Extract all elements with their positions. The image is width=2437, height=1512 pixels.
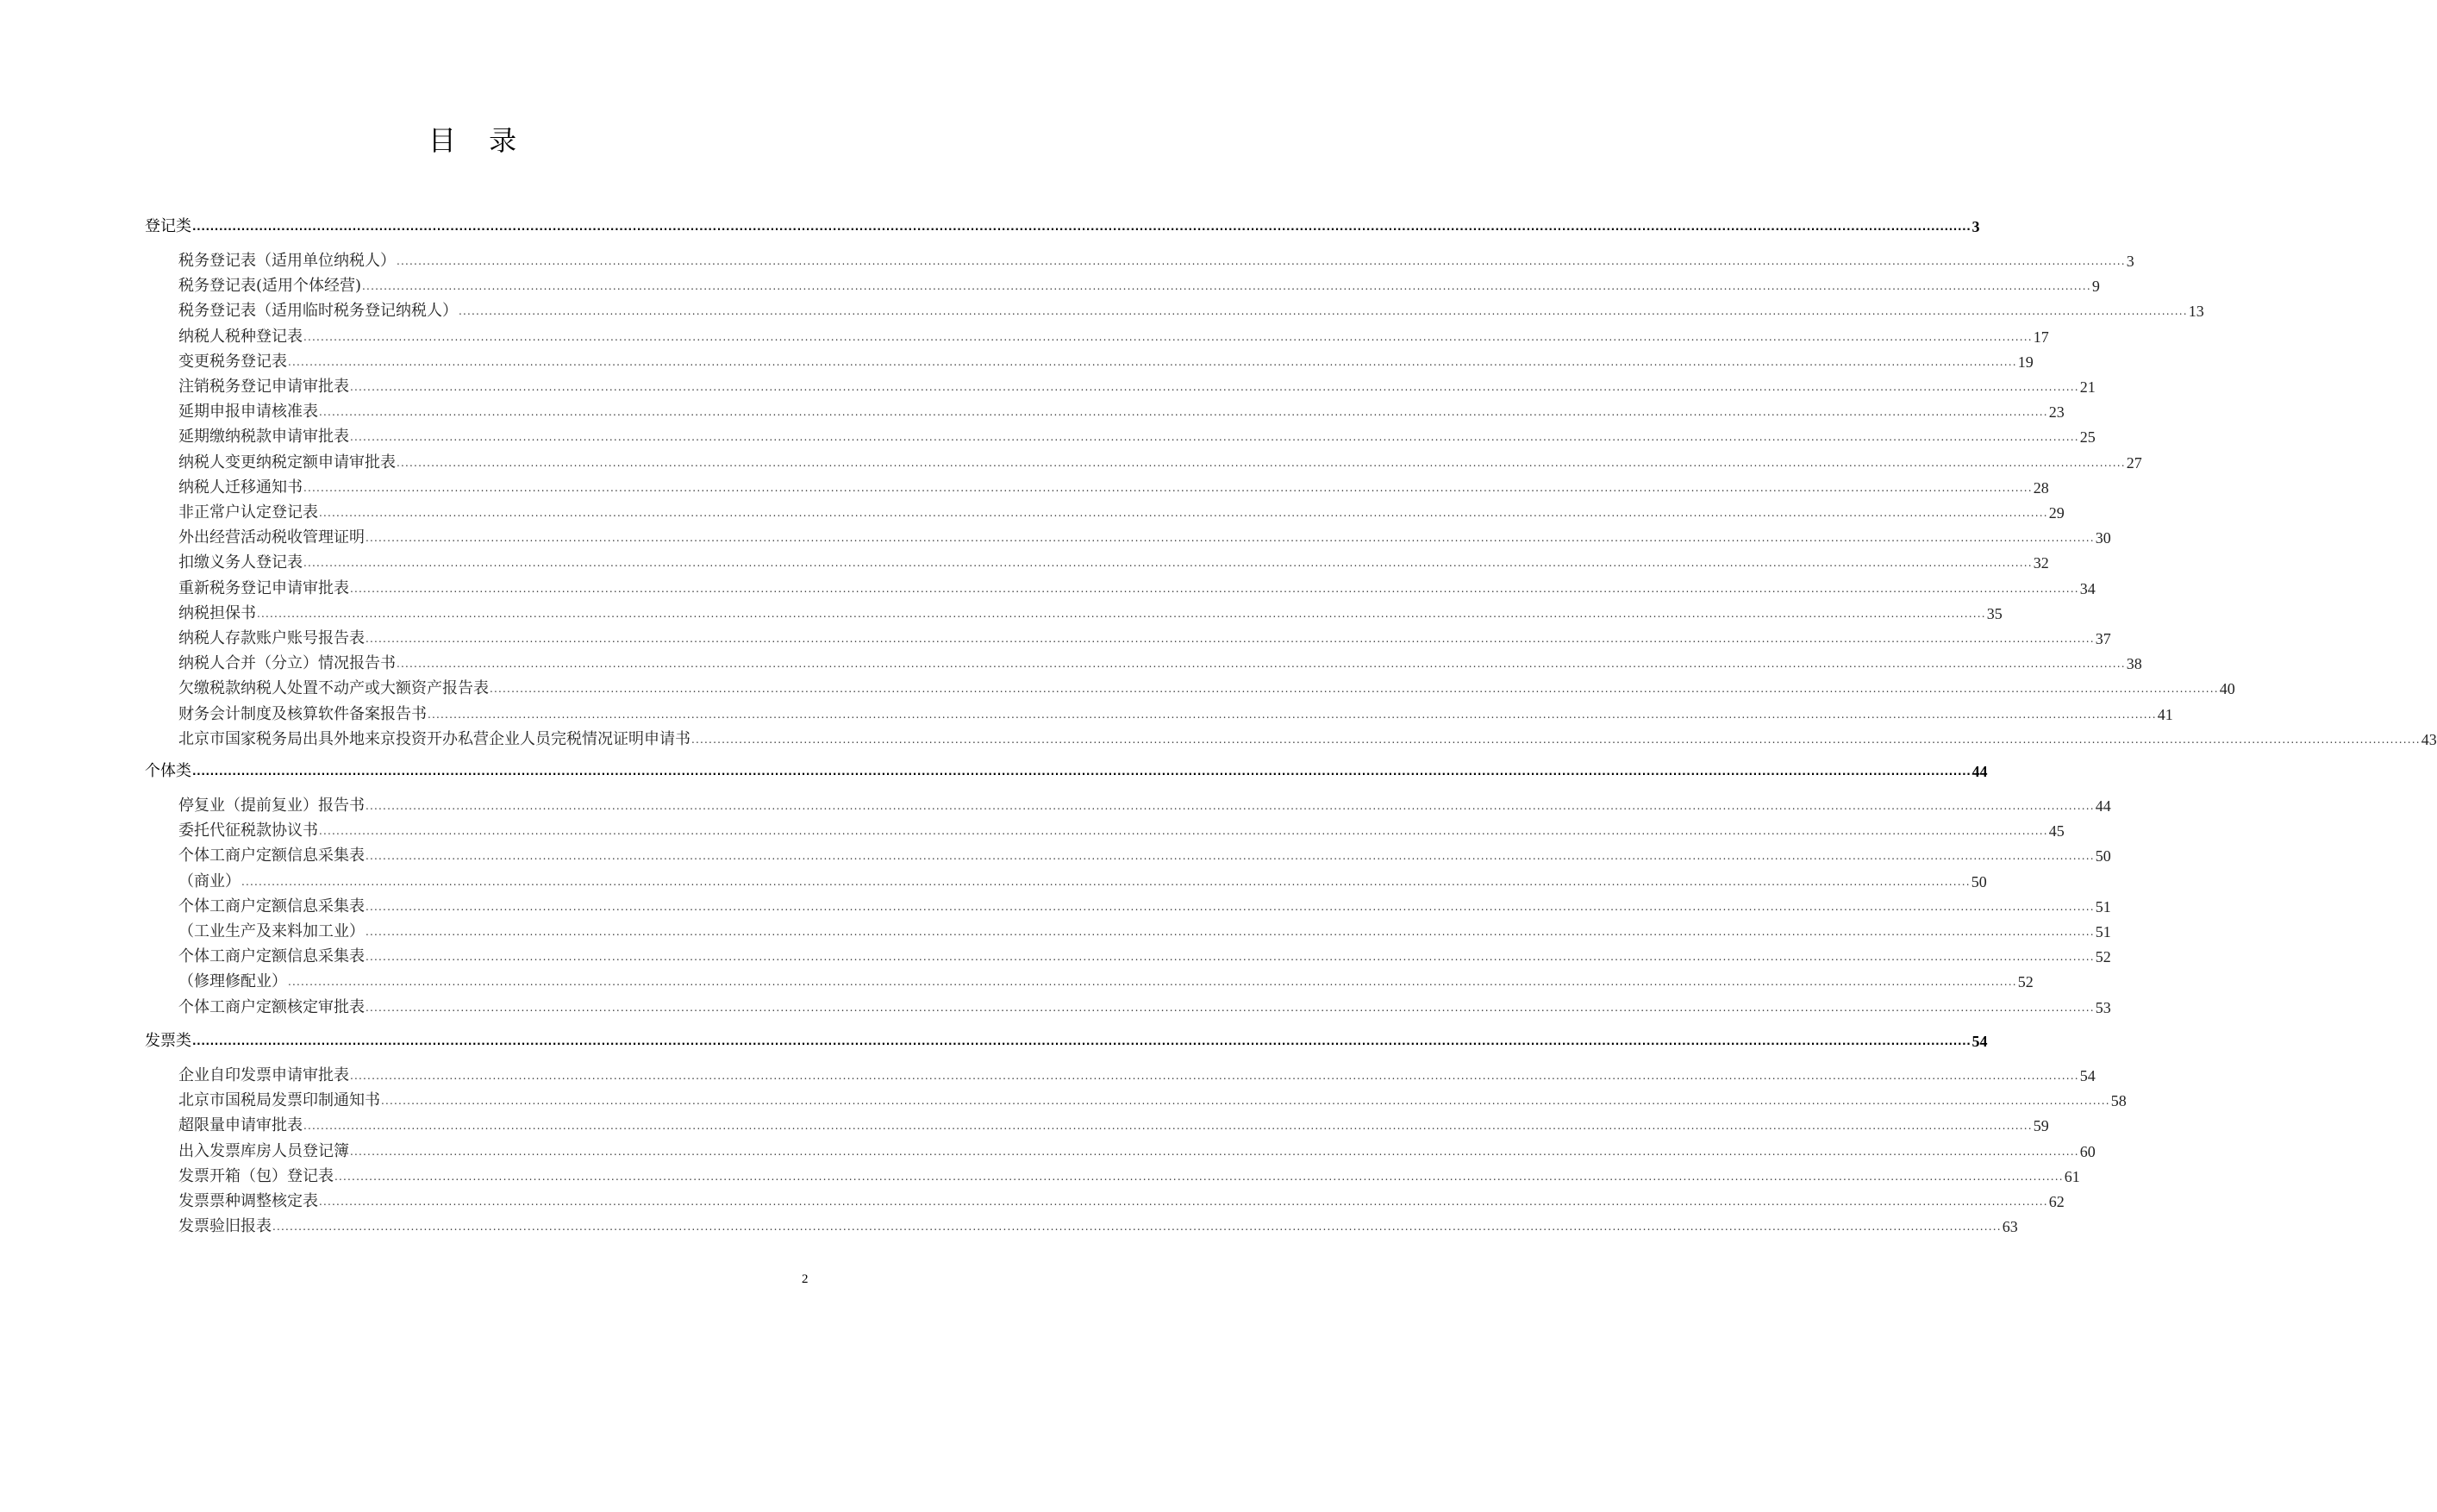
toc-entry[interactable] [178,1063,2096,1085]
toc-entry-label: 扣缴义务人登记表 [178,553,303,572]
dot-leader: ................................................................................................................................................................................................................................................................................................................................................................................................................ [366,900,2095,913]
toc-entry[interactable] [178,894,2111,916]
dot-leader: ................................................................................................................................................................................................................................................................................................................................................................................................................ [303,330,2033,343]
toc-entry-page: 23 [2048,403,2065,422]
toc-entry-page: 59 [2033,1117,2049,1135]
dot-leader: ................................................................................................................................................................................................................................................................................................................................................................................................................ [272,1221,2002,1234]
toc-entry-page: 3 [2126,253,2134,270]
toc-entry[interactable] [178,324,2049,347]
toc-entry-label: 出入发票库房人员登记簿 [178,1141,349,1160]
toc-entry[interactable] [178,843,2111,865]
toc-entry-page: 50 [1971,872,1987,890]
toc-entry-label: 欠缴税款纳税人处置不动产或大额资产报告表 [178,679,489,698]
toc-entry-page: 34 [2079,579,2096,597]
toc-entry[interactable] [178,626,2111,648]
toc-entry-label: 税务登记表（适用单位纳税人） [178,252,396,270]
toc-entry-page: 51 [2095,897,2111,915]
dot-leader: ................................................................................................................................................................................................................................................................................................................................................................................................................ [192,221,1971,233]
dot-leader: ................................................................................................................................................................................................................................................................................................................................................................................................................ [350,582,2079,595]
dot-leader: ................................................................................................................................................................................................................................................................................................................................................................................................................ [319,406,2048,419]
toc-entry-label: 个体工商户定额信息采集表 [178,897,365,915]
dot-leader: ................................................................................................................................................................................................................................................................................................................................................................................................................ [350,1145,2079,1158]
toc-section-label: 发票类 [145,1032,191,1050]
toc-entry-page: 40 [2219,680,2235,698]
toc-entry-page: 30 [2095,529,2111,547]
dot-leader: ................................................................................................................................................................................................................................................................................................................................................................................................................ [350,381,2079,393]
dot-leader: ................................................................................................................................................................................................................................................................................................................................................................................................................ [691,733,2421,746]
toc-entry-page: 28 [2033,478,2049,497]
toc-entry-page: 53 [2095,998,2111,1016]
toc-entry[interactable] [178,273,2100,296]
toc-entry-page: 13 [2188,303,2204,321]
toc-entry-page: 62 [2048,1193,2065,1210]
toc-entry-label: 北京市国税局发票印制通知书 [178,1091,380,1110]
toc-entry-label: 纳税人合并（分立）情况报告书 [178,654,396,673]
toc-entry-label: 企业自印发票申请审批表 [178,1066,349,1084]
toc-entry-label: 发票开箱（包）登记表 [178,1166,334,1185]
toc-entry-label: 超限量申请审批表 [178,1116,303,1135]
dot-leader: ................................................................................................................................................................................................................................................................................................................................................................................................................ [319,507,2048,519]
toc-entry[interactable] [178,450,2142,472]
toc-entry-label: 北京市国家税务局出具外地来京投资开办私营企业人员完税情况证明申请书 [178,729,690,748]
toc-entry-page: 19 [2017,353,2034,371]
toc-entry[interactable] [178,676,2235,698]
dot-leader: ................................................................................................................................................................................................................................................................................................................................................................................................................ [303,1120,2033,1133]
toc-entry-page: 45 [2048,822,2065,840]
toc-entry-label: 停复业（提前复业）报告书 [178,797,365,815]
toc-entry-label: 发票票种调整核定表 [178,1192,318,1210]
toc-entry[interactable] [178,475,2049,497]
toc-entry-label: 发票验旧报表 [178,1217,272,1236]
dot-leader: ................................................................................................................................................................................................................................................................................................................................................................................................................ [319,1196,2048,1208]
toc-entry-label: （工业生产及来料加工业） [178,922,365,940]
toc-entry[interactable] [178,550,2049,572]
dot-leader: ................................................................................................................................................................................................................................................................................................................................................................................................................ [366,926,2095,938]
toc-entry-page: 32 [2033,554,2049,572]
dot-leader: ................................................................................................................................................................................................................................................................................................................................................................................................................ [288,355,2017,368]
toc-section-entry[interactable] [145,1028,1988,1051]
toc-entry-label: 延期缴纳税款申请审批表 [178,428,349,447]
toc-entry[interactable] [178,525,2111,547]
dot-leader: ................................................................................................................................................................................................................................................................................................................................................................................................................ [350,1070,2079,1082]
dot-leader: ................................................................................................................................................................................................................................................................................................................................................................................................................ [288,976,2017,989]
dot-leader: ................................................................................................................................................................................................................................................................................................................................................................................................................ [428,708,2157,721]
dot-leader: ................................................................................................................................................................................................................................................................................................................................................................................................................ [303,481,2033,494]
dot-leader: ................................................................................................................................................................................................................................................................................................................................................................................................................ [334,1170,2064,1183]
toc-entry-label: 个体工商户定额信息采集表 [178,947,365,966]
page-number: 2 [802,1272,809,1286]
toc-entry-page: 17 [2033,328,2049,346]
dot-leader: ................................................................................................................................................................................................................................................................................................................................................................................................................ [490,683,2219,696]
toc-entry-page: 44 [2095,797,2111,815]
toc-entry[interactable] [178,424,2096,447]
toc-entry[interactable] [178,944,2111,966]
dot-leader: ................................................................................................................................................................................................................................................................................................................................................................................................................ [303,557,2033,570]
toc-entry-page: 60 [2079,1142,2096,1160]
dot-leader: ................................................................................................................................................................................................................................................................................................................................................................................................................ [366,633,2095,645]
dot-leader: ................................................................................................................................................................................................................................................................................................................................................................................................................ [192,765,1971,778]
toc-entry-page: 63 [2002,1218,2018,1236]
toc-entry[interactable] [178,1139,2096,1161]
dot-leader: ................................................................................................................................................................................................................................................................................................................................................................................................................ [366,951,2095,964]
toc-entry-label: 纳税人存款账户账号报告表 [178,629,365,647]
toc-entry-label: 个体工商户定额信息采集表 [178,847,365,865]
toc-entry[interactable] [178,1164,2080,1186]
toc-entry[interactable] [178,869,1987,891]
toc-entry-label: 非正常户认定登记表 [178,503,318,522]
toc-entry[interactable] [178,995,2111,1017]
toc-entry-page: 41 [2157,705,2173,723]
toc-entry[interactable] [178,298,2204,321]
toc-entry[interactable] [178,349,2034,372]
dot-leader: ................................................................................................................................................................................................................................................................................................................................................................................................................ [350,431,2079,444]
toc-entry[interactable] [178,399,2065,422]
toc-entry-page: 27 [2126,453,2142,472]
toc-entry-page: 61 [2064,1167,2080,1185]
toc-entry-label: 变更税务登记表 [178,352,287,371]
toc-entry[interactable] [178,374,2096,397]
toc-entry[interactable] [178,601,2003,623]
toc-entry-label: 税务登记表（适用临时税务登记纳税人） [178,302,458,321]
dot-leader: ................................................................................................................................................................................................................................................................................................................................................................................................................ [381,1095,2110,1108]
toc-entry[interactable] [178,651,2142,673]
toc-entry-page: 37 [2095,630,2111,647]
dot-leader: ................................................................................................................................................................................................................................................................................................................................................................................................................ [192,1035,1971,1047]
toc-entry-label: 财务会计制度及核算软件备案报告书 [178,704,427,723]
toc-title: 目 录 [428,124,529,157]
toc-entry-page: 9 [2091,278,2100,296]
dot-leader: ................................................................................................................................................................................................................................................................................................................................................................................................................ [366,850,2095,863]
toc-entry[interactable] [178,793,2111,815]
toc-entry-label: 个体工商户定额核定审批表 [178,997,365,1016]
dot-leader: ................................................................................................................................................................................................................................................................................................................................................................................................................ [366,800,2095,812]
dot-leader: ................................................................................................................................................................................................................................................................................................................................................................................................................ [397,255,2126,267]
dot-leader: ................................................................................................................................................................................................................................................................................................................................................................................................................ [397,658,2126,671]
toc-section-entry[interactable] [145,214,1980,236]
toc-entry-label: 注销税务登记申请审批表 [178,378,349,396]
toc-entry-page: 50 [2095,847,2111,865]
toc-entry[interactable] [178,919,2111,941]
toc-entry-page: 58 [2110,1092,2127,1110]
toc-entry-page: 43 [2421,730,2437,748]
toc-entry[interactable] [178,1189,2065,1211]
toc-entry-page: 25 [2079,428,2096,447]
toc-entry-label: 纳税人变更纳税定额申请审批表 [178,453,396,472]
toc-entry[interactable] [178,576,2096,598]
dot-leader: ................................................................................................................................................................................................................................................................................................................................................................................................................ [366,1001,2095,1014]
toc-entry-page: 21 [2079,378,2096,396]
toc-entry-label: 纳税担保书 [178,603,256,622]
toc-entry-label: 外出经营活动税收管理证明 [178,528,365,547]
dot-leader: ................................................................................................................................................................................................................................................................................................................................................................................................................ [366,532,2095,545]
toc-entry-page: 38 [2126,655,2142,673]
toc-entry[interactable] [178,500,2065,522]
toc-section-label: 个体类 [145,762,191,780]
toc-entry-label: 纳税人迁移通知书 [178,478,303,497]
toc-section-page: 3 [1971,218,1980,235]
toc-entry[interactable] [178,1088,2127,1110]
toc-entry[interactable] [178,818,2065,840]
toc-entry[interactable] [178,727,2437,749]
toc-entry-label: 税务登记表(适用个体经营) [178,277,362,296]
toc-section-entry[interactable] [145,759,1988,781]
toc-entry[interactable] [178,248,2134,271]
toc-entry-page: 29 [2048,504,2065,522]
toc-entry-page: 51 [2095,923,2111,940]
toc-entry-page: 54 [2079,1067,2096,1084]
dot-leader: ................................................................................................................................................................................................................................................................................................................................................................................................................ [241,875,1971,888]
toc-entry-page: 35 [1986,604,2003,622]
toc-entry[interactable] [178,702,2173,724]
dot-leader: ................................................................................................................................................................................................................................................................................................................................................................................................................ [362,280,2091,293]
dot-leader: ................................................................................................................................................................................................................................................................................................................................................................................................................ [459,305,2188,318]
toc-entry[interactable] [178,1113,2049,1135]
dot-leader: ................................................................................................................................................................................................................................................................................................................................................................................................................ [257,607,1986,620]
dot-leader: ................................................................................................................................................................................................................................................................................................................................................................................................................ [397,456,2126,469]
toc-entry-label: 委托代征税款协议书 [178,822,318,840]
toc-entry-label: 重新税务登记申请审批表 [178,578,349,597]
toc-entry-label: 延期申报申请核准表 [178,403,318,422]
dot-leader: ................................................................................................................................................................................................................................................................................................................................................................................................................ [319,825,2048,838]
toc-section-label: 登记类 [145,217,191,235]
toc-section-page: 54 [1971,1033,1988,1050]
toc-entry-label: （商业） [178,872,241,890]
toc-section-page: 44 [1971,763,1988,780]
toc-entry-page: 52 [2095,948,2111,966]
toc-entry-label: 纳税人税种登记表 [178,327,303,346]
toc-entry-label: （修理修配业） [178,972,287,991]
toc-entry[interactable] [178,1214,2018,1236]
toc-entry[interactable] [178,969,2034,991]
toc-entry-page: 52 [2017,973,2034,991]
